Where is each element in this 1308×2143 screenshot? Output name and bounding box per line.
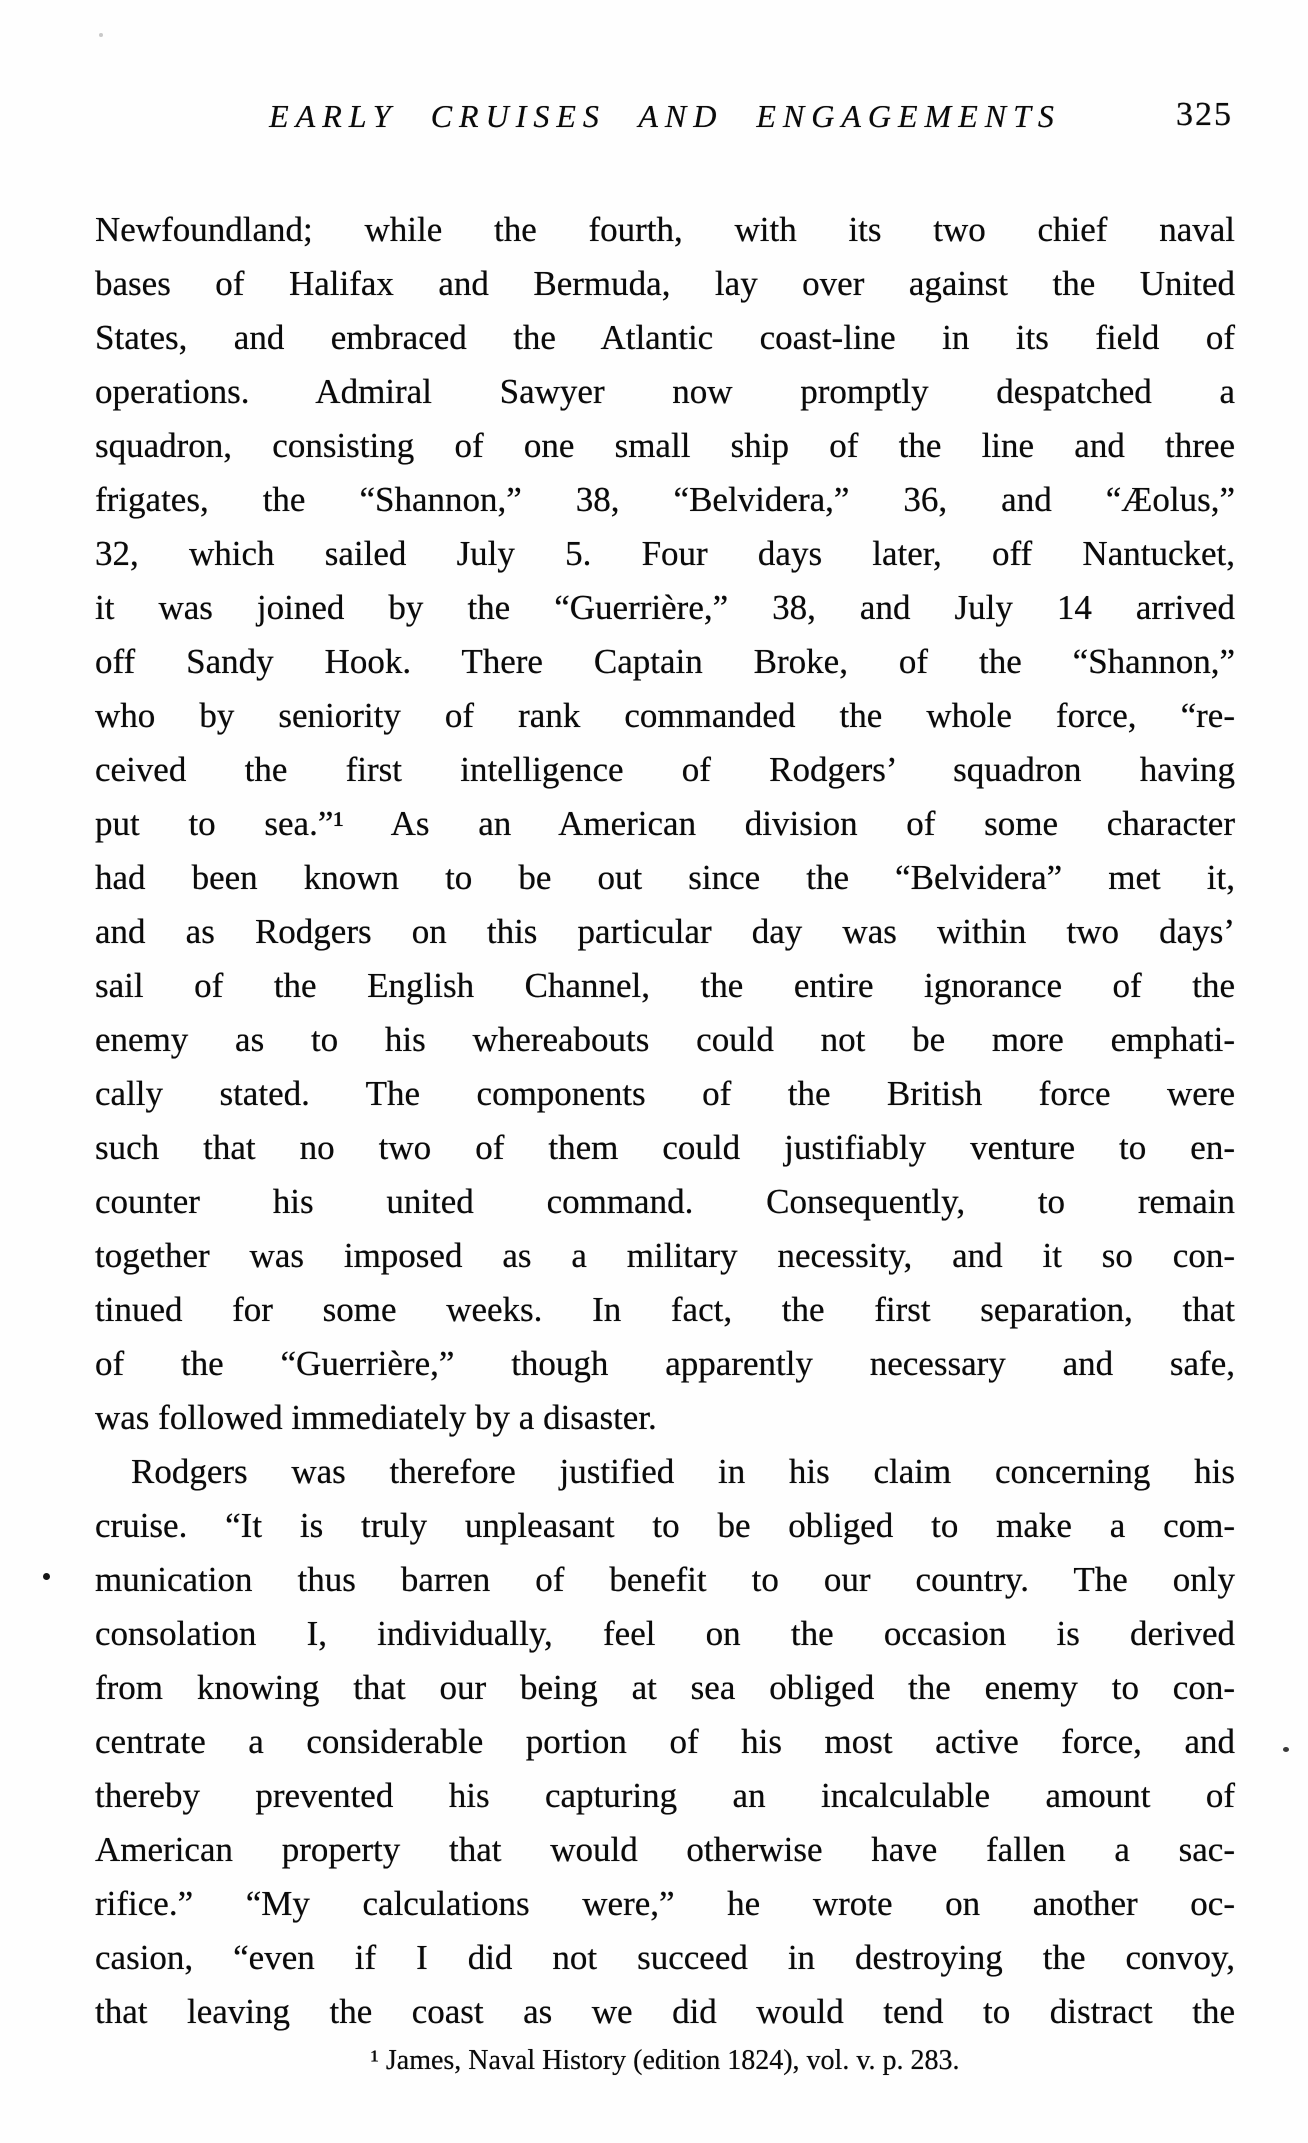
running-head-title: EARLY CRUISES AND ENGAGEMENTS bbox=[269, 98, 1061, 134]
text-line: casion, “even if I did not succeed in destroying the convoy, bbox=[95, 1938, 1235, 1977]
text-line: counter his united command. Consequently, to remain bbox=[95, 1182, 1235, 1221]
text-line: Newfoundland; while the fourth, with its two chief naval bbox=[95, 210, 1235, 249]
text-line: that leaving the coast as we did would tend to distract the bbox=[95, 1992, 1235, 2031]
text-line: 32, which sailed July 5. Four days later, off Nantucket, bbox=[95, 534, 1235, 573]
page-number: 325 bbox=[1176, 96, 1233, 133]
text-line: enemy as to his whereabouts could not be more emphati- bbox=[95, 1020, 1235, 1059]
text-line: cally stated. The components of the British force were bbox=[95, 1074, 1235, 1113]
paragraph-second bbox=[95, 1445, 1235, 2039]
text-line: American property that would otherwise have fallen a sac- bbox=[95, 1830, 1235, 1869]
text-line: put to sea.”¹ As an American division of some character bbox=[95, 804, 1235, 843]
text-line: operations. Admiral Sawyer now promptly despatched a bbox=[95, 372, 1235, 411]
text-line: Rodgers was therefore justified in his claim concerning his bbox=[131, 1452, 1235, 1491]
text-line: it was joined by the “Guerrière,” 38, and July 14 arrived bbox=[95, 588, 1235, 627]
footnote: ¹ James, Naval History (edition 1824), vol. v. p. 283. bbox=[370, 2045, 960, 2076]
text-line: together was imposed as a military necessity, and it so con- bbox=[95, 1236, 1235, 1275]
text-line: rifice.” “My calculations were,” he wrote on another oc- bbox=[95, 1884, 1235, 1923]
text-line: such that no two of them could justifiably venture to en- bbox=[95, 1128, 1235, 1167]
running-head bbox=[95, 98, 1235, 144]
scan-speck bbox=[1283, 1747, 1289, 1752]
text-line: centrate a considerable portion of his most active force, and bbox=[95, 1722, 1235, 1761]
text-line: munication thus barren of benefit to our country. The only bbox=[95, 1560, 1235, 1599]
text-line: States, and embraced the Atlantic coast-line in its field of bbox=[95, 318, 1235, 357]
text-line: thereby prevented his capturing an incalculable amount of bbox=[95, 1776, 1235, 1815]
scan-speck bbox=[99, 33, 103, 37]
text-line: was followed immediately by a disaster. bbox=[95, 1398, 657, 1437]
scan-speck bbox=[43, 1573, 50, 1580]
text-line: off Sandy Hook. There Captain Broke, of the “Shannon,” bbox=[95, 642, 1235, 681]
text-line: cruise. “It is truly unpleasant to be obliged to make a com- bbox=[95, 1506, 1235, 1545]
text-line: consolation I, individually, feel on the occasion is derived bbox=[95, 1614, 1235, 1653]
text-line: bases of Halifax and Bermuda, lay over against the United bbox=[95, 264, 1235, 303]
text-line: squadron, consisting of one small ship of the line and three bbox=[95, 426, 1235, 465]
text-line: ceived the first intelligence of Rodgers’ squadron having bbox=[95, 750, 1235, 789]
text-line: from knowing that our being at sea obliged the enemy to con- bbox=[95, 1668, 1235, 1707]
text-line: frigates, the “Shannon,” 38, “Belvidera,” 36, and “Æolus,” bbox=[95, 480, 1235, 519]
text-line: sail of the English Channel, the entire ignorance of the bbox=[95, 966, 1235, 1005]
text-line: tinued for some weeks. In fact, the first separation, that bbox=[95, 1290, 1235, 1329]
body-text bbox=[95, 203, 1235, 2039]
text-line: and as Rodgers on this particular day was within two days’ bbox=[95, 912, 1235, 951]
text-line: had been known to be out since the “Belvidera” met it, bbox=[95, 858, 1235, 897]
paragraph-first bbox=[95, 203, 1235, 1445]
text-line: who by seniority of rank commanded the whole force, “re- bbox=[95, 696, 1235, 735]
text-line: of the “Guerrière,” though apparently necessary and safe, bbox=[95, 1344, 1235, 1383]
